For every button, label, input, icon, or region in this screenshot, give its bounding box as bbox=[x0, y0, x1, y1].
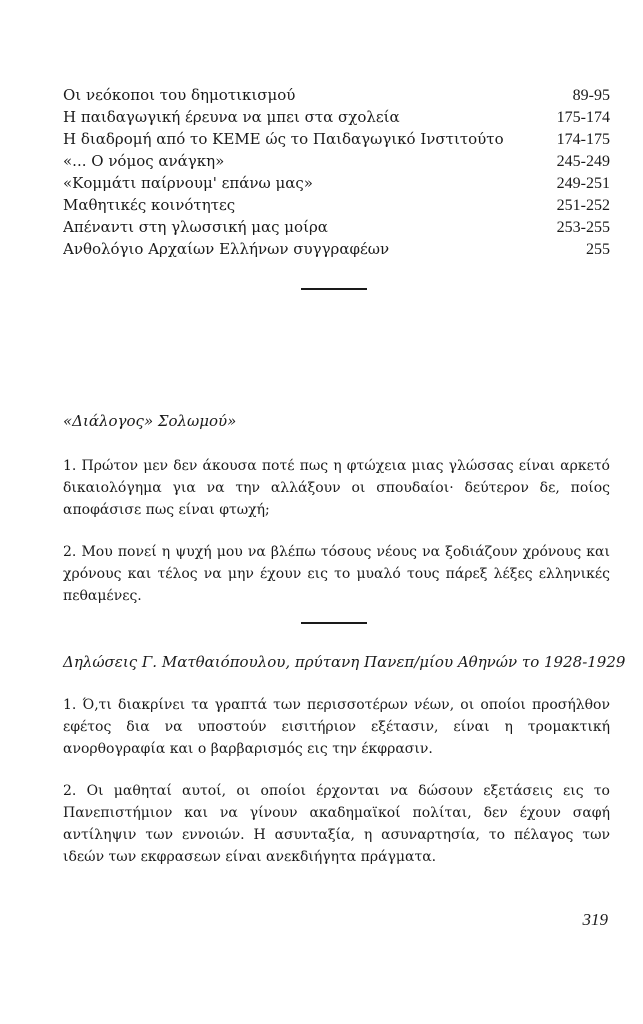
toc-entry-title: Η παιδαγωγική έρευνα να μπει στα σχολεία bbox=[63, 108, 400, 126]
section-divider bbox=[301, 288, 367, 290]
toc-entry-pages: 174-175 bbox=[556, 131, 610, 148]
toc-entry bbox=[63, 216, 610, 238]
paragraph: 1. Ό,τι διακρίνει τα γραπτά των περισσοτέρων νέων, οι οποίοι προσήλθον εφέτος δια να υποστούν εισιτήριον εξέτασιν, είναι η τρομακτική ανορθογραφία και ο βαρβαρισμός εις την έκφρασιν. bbox=[63, 697, 610, 757]
toc-entry-pages: 255 bbox=[586, 241, 610, 258]
toc-entry-pages: 253-255 bbox=[556, 219, 610, 236]
toc-entry bbox=[63, 194, 610, 216]
section-heading-matthaiopoulos: Δηλώσεις Γ. Ματθαιόπουλου, πρύτανη Πανεπ/μίου Αθηνών το 1928-1929 bbox=[63, 653, 626, 671]
toc-entry bbox=[63, 238, 610, 260]
toc-entry-title: Οι νεόκοποι του δημοτικισμού bbox=[63, 86, 296, 104]
toc-entry bbox=[63, 106, 610, 128]
toc-entry-pages: 245-249 bbox=[556, 153, 610, 170]
section-divider bbox=[301, 622, 367, 624]
toc-entry-title: Απέναντι στη γλωσσική μας μοίρα bbox=[63, 218, 328, 236]
table-of-contents bbox=[63, 84, 610, 260]
toc-entry-pages: 89-95 bbox=[572, 87, 610, 104]
toc-entry-title: Μαθητικές κοινότητες bbox=[63, 196, 236, 214]
toc-entry bbox=[63, 150, 610, 172]
paragraph: 2. Μου πονεί η ψυχή μου να βλέπω τόσους νέους να ξοδιάζουν χρόνους και χρόνους και τέλος να μην έχουν εις το μυαλό τους πάρεξ λέξες ελληνικές πεθαμένες. bbox=[63, 544, 610, 604]
paragraph: 2. Οι μαθηταί αυτοί, οι οποίοι έρχονται να δώσουν εξετάσεις εις το Πανεπιστήμιον και να γίνουν ακαδημαϊκοί πολίται, δεν έχουν σαφή αντίληψιν των εννοιών. Η ασυνταξία, η ασυναρτησία, το πέλαγος των ιδεών των εκφρασεων είναι ανεκδιήγητα πράγματα. bbox=[63, 783, 610, 865]
paragraph: 1. Πρώτον μεν δεν άκουσα ποτέ πως η φτώχεια μιας γλώσσας είναι αρκετό δικαιολόγημα για να την αλλάξουν οι σπουδαίοι· δεύτερον δε, ποίος αποφάσισε πως είναι φτωχή; bbox=[63, 458, 610, 518]
toc-entry-pages: 249-251 bbox=[556, 175, 610, 192]
toc-entry-title: Η διαδρομή από το ΚΕΜΕ ώς το Παιδαγωγικό Ινστιτούτο bbox=[63, 130, 504, 148]
page-number: 319 bbox=[582, 910, 608, 929]
toc-entry bbox=[63, 84, 610, 106]
toc-entry bbox=[63, 128, 610, 150]
toc-entry-title: «Κομμάτι παίρνουμ' επάνω μας» bbox=[63, 174, 313, 192]
toc-entry-pages: 175-174 bbox=[556, 109, 610, 126]
toc-entry-pages: 251-252 bbox=[556, 197, 610, 214]
section-heading-solomos: «Διάλογος» Σολωμού» bbox=[63, 412, 237, 430]
toc-entry-title: «... Ο νόμος ανάγκη» bbox=[63, 152, 225, 170]
toc-entry bbox=[63, 172, 610, 194]
toc-entry-title: Ανθολόγιο Αρχαίων Ελλήνων συγγραφέων bbox=[63, 240, 390, 258]
